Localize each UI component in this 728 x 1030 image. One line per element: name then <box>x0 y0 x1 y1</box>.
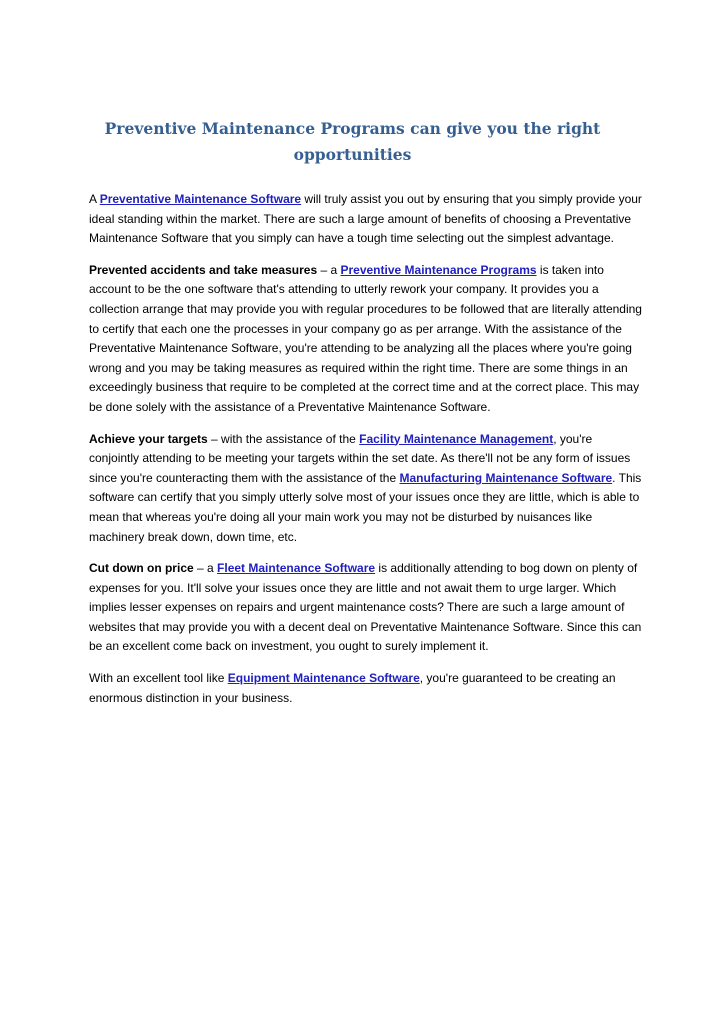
paragraph-text: . This software can certify that you simply utterly solve most of your issues once they are little, which is able to mean that whereas you're doing all your main work you may not be disturbed by nuisances like machinery break down, down time, etc. <box>89 470 642 544</box>
paragraph-heading: Prevented accidents and take measures <box>89 262 318 277</box>
paragraph-text: , you're guaranteed to be creating an enormous distinction in your business. <box>89 671 616 705</box>
paragraph-prevented-accidents <box>89 261 642 418</box>
paragraph-text: – a <box>193 561 218 576</box>
page-title-line-1: Preventive Maintenance Programs can give you the right <box>104 119 601 138</box>
paragraph-text: is taken into account to be the one software that's attending to utterly rework your company. It provides you a collection arrange that may provide you with regular procedures to be followed that are literally attending to certify that each one the processes in your company go as per arrange. With the assistance of the Preventative Maintenance Software, you're attending to be analyzing all the places where you're going wrong and you may be taking measures as required within the right time. There are some things in an exceedingly business that require to be completed at the correct time and at the correct place. This may be done solely with the assistance of a Preventative Maintenance Software. <box>89 262 642 414</box>
paragraph-text: – a <box>317 262 341 277</box>
paragraph-conclusion <box>89 669 642 708</box>
link-equipment-maintenance-software[interactable]: Equipment Maintenance Software <box>227 671 420 686</box>
link-preventive-maintenance-programs[interactable]: Preventive Maintenance Programs <box>340 262 537 277</box>
paragraph-text: , you're conjointly attending to be meeting your targets within the set date. As there'll not be any form of issues since you're counteracting them with the assistance of the <box>89 431 631 485</box>
page-title <box>89 116 642 168</box>
paragraph-text: With an excellent tool like <box>89 671 228 686</box>
page-title-line-2: opportunities <box>293 145 412 164</box>
paragraph-heading: Achieve your targets <box>89 431 208 446</box>
paragraph-text: – with the assistance of the <box>207 431 360 446</box>
paragraph-heading: Cut down on price <box>89 561 194 576</box>
link-fleet-maintenance-software[interactable]: Fleet Maintenance Software <box>217 561 376 576</box>
link-preventative-maintenance-software[interactable]: Preventative Maintenance Software <box>99 192 302 206</box>
link-manufacturing-maintenance-software[interactable]: Manufacturing Maintenance Software <box>399 470 613 485</box>
paragraph-text: will truly assist you out by ensuring that you simply provide your ideal standing within the market. There are such a large amount of benefits of choosing a Preventative Maintenance Software that you simply can have a tough time selecting out the simplest advantage. <box>89 192 642 246</box>
paragraph-achieve-targets <box>89 430 642 548</box>
link-facility-maintenance-management[interactable]: Facility Maintenance Management <box>359 431 554 446</box>
paragraph-intro <box>89 190 642 249</box>
paragraph-text: is additionally attending to bog down on plenty of expenses for you. It'll solve your issues once they are little and not await them to urge larger. Which implies lesser expenses on repairs and urgent maintenance costs? There are such a large amount of websites that may provide you with a decent deal on Preventative Maintenance Software. Since this can be an excellent come back on investment, you ought to surely implement it. <box>89 561 642 654</box>
paragraph-cut-down-price <box>89 559 642 657</box>
paragraph-text: A <box>89 192 100 206</box>
